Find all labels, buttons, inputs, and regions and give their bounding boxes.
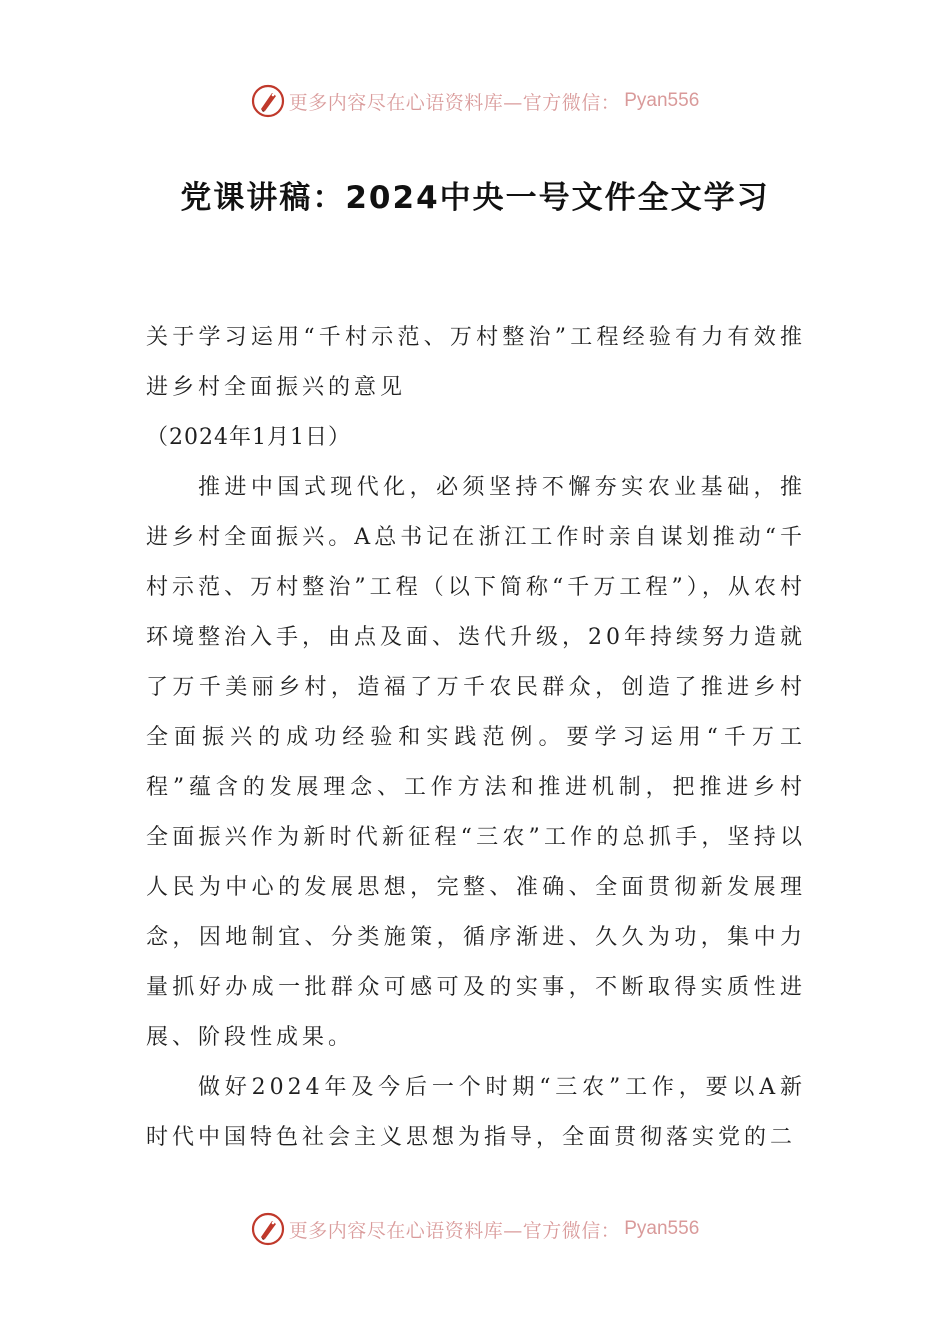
document-date: （2024年1月1日） (146, 425, 351, 450)
pen-nib-logo-icon (251, 84, 285, 118)
wechat-handle: Pyan556 (624, 90, 700, 111)
document-subtitle: 关于学习运用“千村示范、万村整治”工程经验有力有效推进乡村全面振兴的意见 (146, 325, 806, 400)
document-body (146, 313, 806, 1163)
wechat-handle: Pyan556 (624, 1218, 700, 1239)
watermark-slogan: 更多内容尽在心语资料库—官方微信： (288, 1219, 621, 1242)
watermark-slogan: 更多内容尽在心语资料库—官方微信： (288, 91, 621, 114)
document-title: 党课讲稿：2024中央一号文件全文学习 (180, 180, 770, 216)
body-paragraph-1: 推进中国式现代化，必须坚持不懈夯实农业基础，推进乡村全面振兴。A总书记在浙江工作时亲自谋划推动“千村示范、万村整治”工程（以下简称“千万工程”），从农村环境整治入手，由点及面、迭代升级，20年持续努力造就了万千美丽乡村，造福了万千农民群众，创造了推进乡村全面振兴的成功经验和实践范例。要学习运用“千万工程”蕴含的发展理念、工作方法和推进机制，把推进乡村全面振兴作为新时代新征程“三农”工作的总抓手，坚持以人民为中心的发展思想，完整、准确、全面贯彻新发展理念，因地制宜、分类施策，循序渐进、久久为功，集中力量抓好办成一批群众可感可及的实事，不断取得实质性进展、阶段性成果。 (146, 475, 806, 1050)
footer-watermark-banner (0, 1212, 950, 1246)
body-paragraph-2: 做好2024年及今后一个时期“三农”工作，要以A新时代中国特色社会主义思想为指导，全面贯彻落实党的二 (146, 1075, 806, 1150)
header-watermark-banner (0, 84, 950, 118)
pen-nib-logo-icon (251, 1212, 285, 1246)
